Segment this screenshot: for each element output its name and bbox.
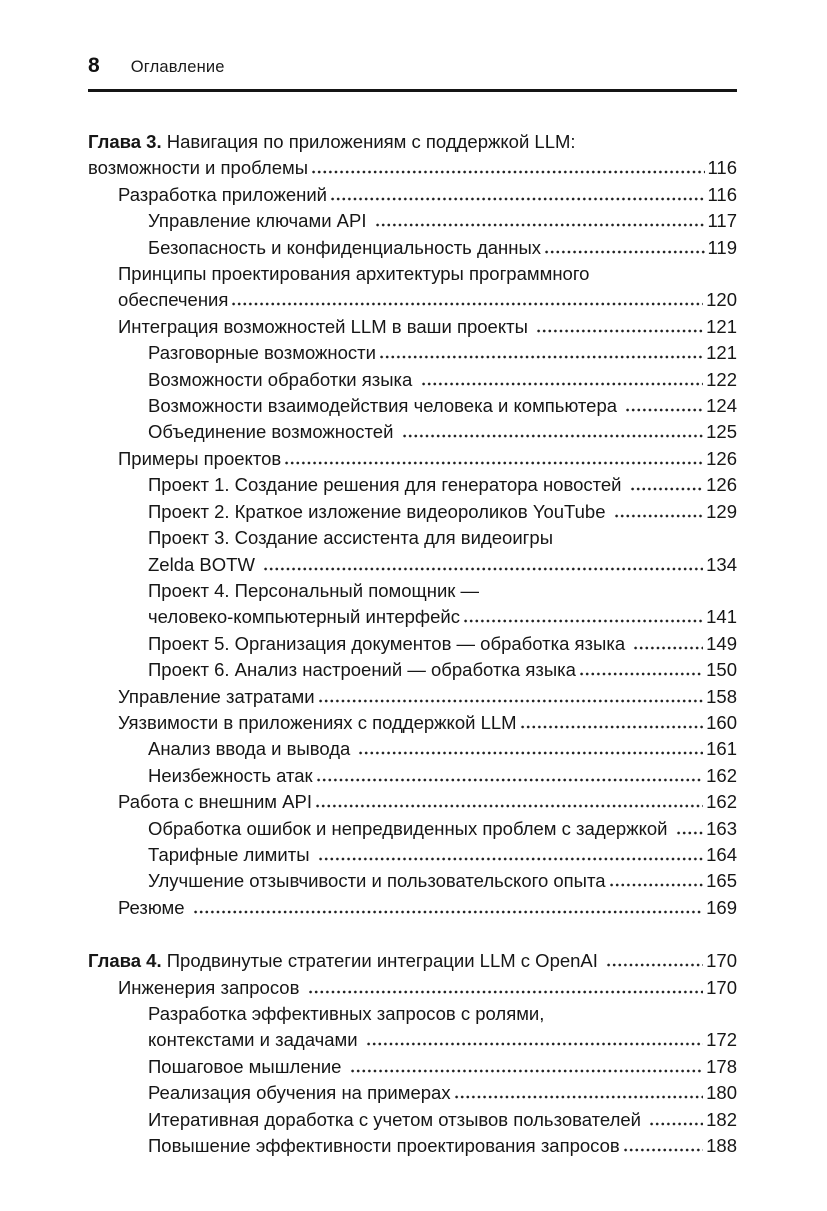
toc-entry-line (148, 525, 737, 551)
toc-entry (88, 842, 737, 868)
toc-entry-line (148, 1107, 737, 1133)
dot-leader (316, 804, 703, 808)
toc-entry (88, 208, 737, 234)
toc-entry-title: Безопасность и конфиденциальность данных (148, 236, 542, 258)
toc-entry-title: Проект 3. Создание ассистента для видеоигры (148, 527, 554, 549)
dot-leader (319, 699, 704, 703)
toc-entry-line (118, 684, 737, 710)
toc-entry (88, 578, 737, 631)
dot-leader (650, 1122, 703, 1126)
toc-entry-page-number: 120 (706, 289, 737, 311)
toc-entry-line (148, 208, 737, 234)
toc-entry (88, 1080, 737, 1106)
toc-entry-title: Управление затратами (118, 685, 315, 707)
toc-entry-line (118, 895, 737, 921)
toc-entry-title: Управление ключами API (148, 210, 372, 232)
toc-entry-page-number: 117 (707, 210, 737, 232)
header-running-title: Оглавление (130, 58, 225, 76)
toc-entry-page-number: 165 (706, 870, 737, 892)
dot-leader (359, 751, 703, 755)
toc-entry-line (148, 1133, 737, 1159)
toc-entry (88, 525, 737, 578)
dot-leader (380, 355, 703, 359)
toc-entry (88, 367, 737, 393)
toc-entry-page-number: 116 (707, 157, 737, 179)
toc-entry-title: Работа с внешним API (118, 791, 312, 813)
toc-entry-title: Продвинутые стратегии интеграции LLM с OpenAI (161, 950, 604, 972)
toc-entry (88, 763, 737, 789)
toc-entry-line (118, 182, 737, 208)
toc-entry-title: Обработка ошибок и непредвиденных проблем с задержкой (148, 817, 673, 839)
toc-entry-title-continuation: возможности и проблемы (88, 157, 308, 179)
toc-entry (88, 710, 737, 736)
header-page-number: 8 (88, 54, 100, 77)
dot-leader (194, 910, 703, 914)
toc-entry-title: Реализация обучения на примерах (148, 1082, 451, 1104)
toc-entry-page-number: 124 (706, 395, 737, 417)
toc-entry-title: Пошаговое мышление (148, 1055, 347, 1077)
toc-entry (88, 235, 737, 261)
toc-entry (88, 789, 737, 815)
toc-entry-title: Проект 6. Анализ настроений — обработка языка (148, 659, 576, 681)
toc-entry-title-continuation: Zelda BOTW (148, 553, 261, 575)
dot-leader (331, 197, 704, 201)
dot-leader (615, 514, 703, 518)
dot-leader (677, 831, 703, 835)
toc-entry-title-continuation: человеко-компьютерный интерфейс (148, 606, 461, 628)
dot-leader (537, 329, 703, 333)
toc-entry-line (148, 842, 737, 868)
toc-entry-title: Проект 1. Создание решения для генератора новостей (148, 474, 627, 496)
toc-entry (88, 684, 737, 710)
toc-entry-title: Тарифные лимиты (148, 843, 315, 865)
toc-entry-title: Итеративная доработка с учетом отзывов пользователей (148, 1108, 647, 1130)
dot-leader (455, 1095, 704, 1099)
toc-entry-line (148, 1027, 737, 1053)
toc-entry-page-number: 119 (707, 236, 737, 258)
toc-entry (88, 499, 737, 525)
toc-entry-line (148, 367, 737, 393)
dot-leader (580, 672, 703, 676)
toc-entry-page-number: 178 (706, 1055, 737, 1077)
dot-leader (285, 461, 703, 465)
dot-leader (626, 408, 703, 412)
toc-entry-line (148, 868, 737, 894)
toc-entry-line (148, 552, 737, 578)
toc-entry-title: Повышение эффективности проектирования запросов (148, 1135, 620, 1157)
toc-entry (88, 1054, 737, 1080)
toc-entry-title: Инженерия запросов (118, 976, 305, 998)
toc-entry-title: Анализ ввода и вывода (148, 738, 356, 760)
toc-entry-page-number: 170 (706, 950, 737, 972)
toc-entry-line (118, 314, 737, 340)
toc-entry-line (118, 710, 737, 736)
toc-entry-line (148, 1080, 737, 1106)
dot-leader (607, 963, 703, 967)
toc-entry-page-number: 188 (706, 1135, 737, 1157)
toc-entry-page-number: 121 (706, 315, 737, 337)
dot-leader (351, 1069, 704, 1073)
header-rule (88, 89, 737, 92)
dot-leader (634, 646, 703, 650)
dot-leader (545, 250, 704, 254)
toc-entry-line (148, 657, 737, 683)
toc-entry-line (118, 287, 737, 313)
toc-entry (88, 340, 737, 366)
toc-entry-line (148, 604, 737, 630)
dot-leader (422, 382, 704, 386)
toc-entry-title: Примеры проектов (118, 447, 282, 469)
toc-entry-page-number: 162 (706, 791, 737, 813)
dot-leader (319, 857, 703, 861)
toc-entry-line (148, 816, 737, 842)
dot-leader (521, 725, 704, 729)
toc-entry-line (148, 578, 737, 604)
toc-entry-line (148, 1054, 737, 1080)
toc-entry-title: Навигация по приложениям с поддержкой LLM: (161, 131, 576, 152)
toc-entry-page-number: 141 (706, 606, 737, 628)
toc-entry-line (148, 393, 737, 419)
toc-entry-line (88, 155, 737, 181)
toc-entry-line (148, 763, 737, 789)
toc-entry-line (148, 472, 737, 498)
toc-entry-title: Разработка эффективных запросов с ролями, (148, 1003, 545, 1024)
toc-entry-line (118, 975, 737, 1001)
toc-entry-line (148, 340, 737, 366)
dot-leader (232, 302, 703, 306)
dot-leader (367, 1042, 703, 1046)
dot-leader (631, 487, 703, 491)
toc-entry-page-number: 122 (706, 368, 737, 390)
toc-entry (88, 261, 737, 314)
toc-entry (88, 314, 737, 340)
toc-entry-title: Проект 5. Организация документов — обработка языка (148, 632, 631, 654)
toc-entry-page-number: 116 (707, 183, 737, 205)
dot-leader (317, 778, 703, 782)
toc-entry (88, 631, 737, 657)
toc-entry-line (118, 789, 737, 815)
toc-entry (88, 736, 737, 762)
toc-entry (88, 868, 737, 894)
toc-entry-page-number: 126 (706, 474, 737, 496)
toc-entry-page-number: 125 (706, 421, 737, 443)
toc-entry-title: Возможности обработки языка (148, 368, 418, 390)
dot-leader (376, 223, 705, 227)
toc-entry (88, 895, 737, 921)
toc-entry (88, 419, 737, 445)
dot-leader (464, 619, 703, 623)
toc-entry (88, 657, 737, 683)
toc-entry-title: Резюме (118, 896, 190, 918)
toc-list (88, 129, 737, 1159)
toc-entry-page-number: 169 (706, 896, 737, 918)
toc-entry-title: Интеграция возможностей LLM в ваши проекты (118, 315, 534, 337)
toc-entry-page-number: 121 (706, 342, 737, 364)
toc-entry-page-number: 149 (706, 632, 737, 654)
toc-entry-title-continuation: обеспечения (118, 289, 229, 311)
toc-entry (88, 1001, 737, 1054)
page-header (88, 54, 737, 78)
toc-entry (88, 1107, 737, 1133)
toc-chapter-entry (88, 129, 737, 182)
toc-entry-page-number: 163 (706, 817, 737, 839)
toc-entry-page-number: 150 (706, 659, 737, 681)
toc-entry-page-number: 129 (706, 500, 737, 522)
toc-entry-title: Разговорные возможности (148, 342, 376, 364)
toc-entry (88, 446, 737, 472)
toc-entry (88, 1133, 737, 1159)
toc-entry-page-number: 162 (706, 764, 737, 786)
toc-entry-page-number: 164 (706, 843, 737, 865)
toc-entry-line (88, 948, 737, 974)
toc-entry-title: Проект 2. Краткое изложение видеороликов YouTube (148, 500, 611, 522)
toc-entry-page-number: 170 (706, 976, 737, 998)
toc-entry-line (148, 736, 737, 762)
toc-entry-title: Принципы проектирования архитектуры программного (118, 263, 590, 285)
dot-leader (264, 567, 703, 571)
toc-entry-line (148, 499, 737, 525)
toc-entry-title: Улучшение отзывчивости и пользовательского опыта (148, 870, 606, 892)
toc-entry-page-number: 158 (706, 685, 737, 707)
toc-entry-line (118, 446, 737, 472)
toc-entry-line (118, 261, 737, 287)
toc-entry-line (148, 235, 737, 261)
toc-entry-line (148, 631, 737, 657)
toc-entry (88, 975, 737, 1001)
toc-entry-title: Неизбежность атак (148, 764, 313, 786)
toc-entry (88, 393, 737, 419)
toc-entry-line (148, 1001, 737, 1027)
toc-entry-page-number: 134 (706, 553, 737, 575)
toc-entry-page-number: 172 (706, 1029, 737, 1051)
toc-entry-title: Уязвимости в приложениях с поддержкой LLM (118, 711, 517, 733)
toc-entry-title-continuation: контекстами и задачами (148, 1029, 363, 1051)
dot-leader (624, 1148, 703, 1152)
toc-entry-page-number: 161 (706, 738, 737, 760)
toc-entry-line (148, 419, 737, 445)
toc-entry-title: Разработка приложений (118, 183, 328, 205)
dot-leader (403, 434, 704, 438)
toc-entry-page-number: 180 (706, 1082, 737, 1104)
toc-entry-line (88, 129, 737, 155)
toc-entry-page-number: 182 (706, 1108, 737, 1130)
toc-entry-title: Объединение возможностей (148, 421, 399, 443)
chapter-number-label: Глава 4. (88, 950, 162, 972)
dot-leader (312, 170, 705, 174)
toc-entry-page-number: 160 (706, 711, 737, 733)
chapter-number-label: Глава 3. (88, 131, 162, 152)
toc-entry (88, 816, 737, 842)
toc-entry (88, 472, 737, 498)
dot-leader (610, 883, 704, 887)
dot-leader (309, 990, 704, 994)
toc-entry (88, 182, 737, 208)
toc-entry-page-number: 126 (706, 447, 737, 469)
toc-entry-title: Проект 4. Персональный помощник — (148, 579, 480, 601)
toc-chapter-entry (88, 948, 737, 974)
toc-entry-title: Возможности взаимодействия человека и компьютера (148, 395, 623, 417)
